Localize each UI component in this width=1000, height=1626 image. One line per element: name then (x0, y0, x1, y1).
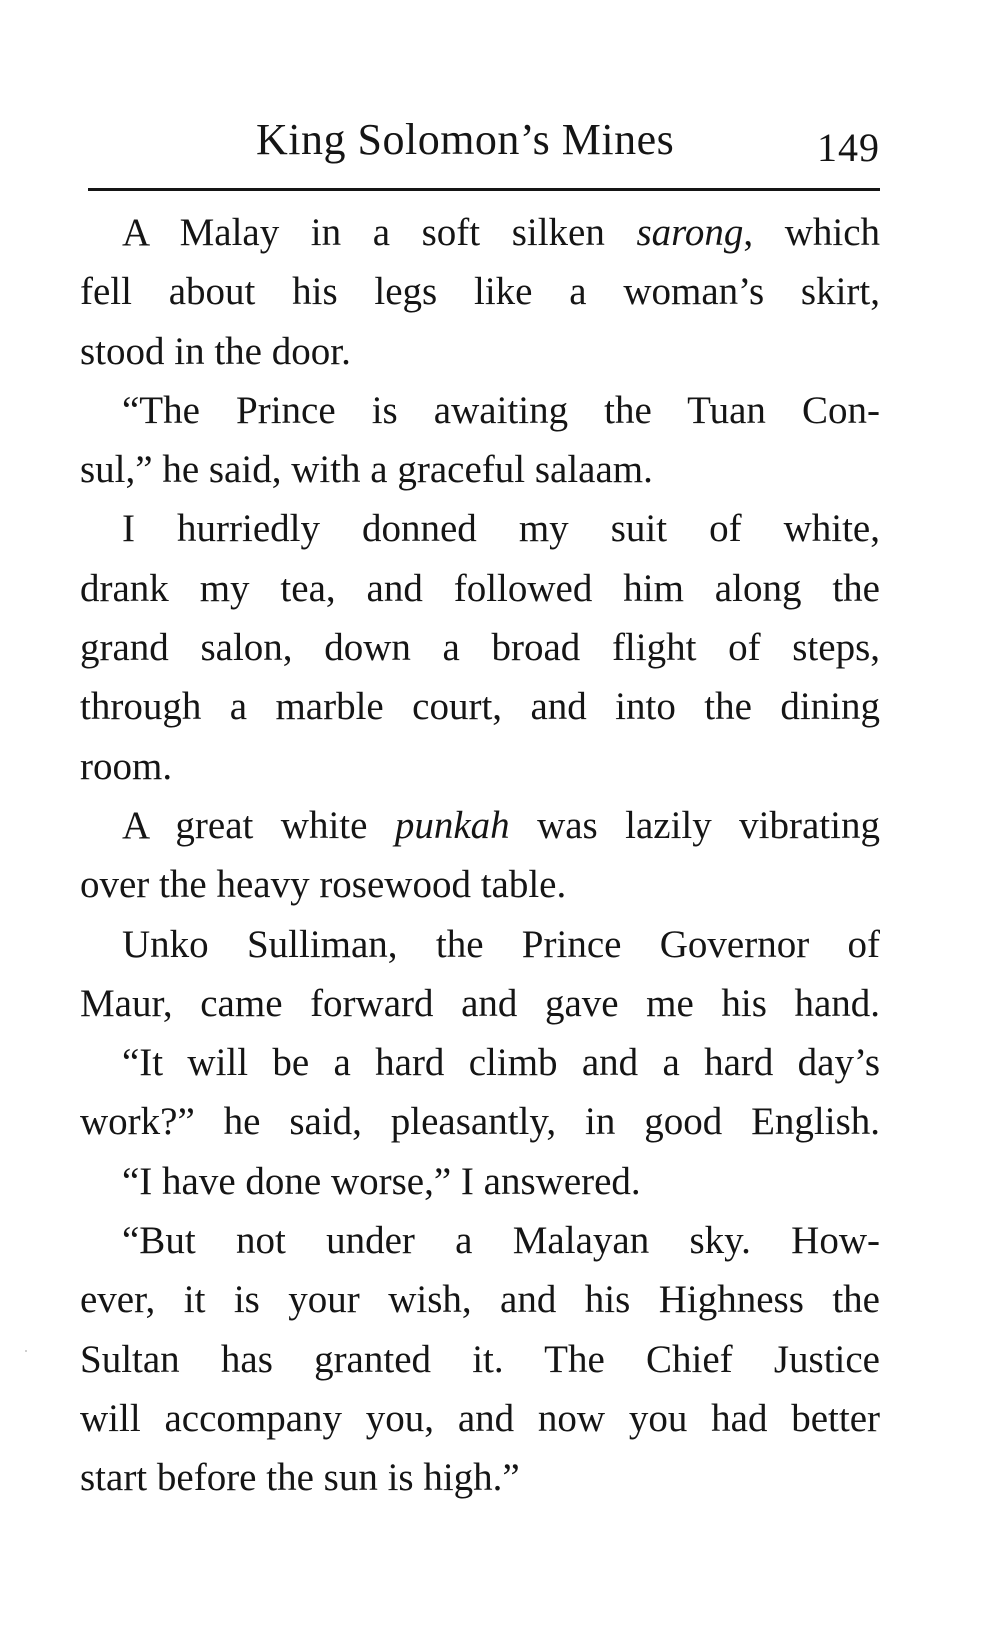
text-line: ever, it is your wish, and his Highness the (80, 1278, 880, 1322)
text-line: A Malay in a soft silken sarong, which (122, 211, 880, 254)
page-number: 149 (817, 125, 880, 170)
text-line: Sultan has granted it. The Chief Justice (80, 1337, 880, 1381)
text-line: “But not under a Malayan sky. How- (122, 1219, 880, 1263)
margin-speck (25, 1350, 27, 1352)
text-line: over the heavy rosewood table. (80, 863, 567, 907)
text-line: grand salon, down a broad flight of steps, (80, 626, 880, 670)
text-line: Maur, came forward and gave me his hand. (80, 981, 880, 1025)
text-line: I hurriedly donned my suit of white, (122, 507, 880, 551)
text-line: Unko Sulliman, the Prince Governor of (122, 922, 880, 966)
text-line: room. (80, 744, 173, 788)
text-line: drank my tea, and followed him along the (80, 566, 880, 610)
text-line: fell about his legs like a woman’s skirt, (80, 270, 880, 314)
text-line: stood in the door. (80, 329, 351, 373)
text-line: sul,” he said, with a graceful salaam. (80, 448, 653, 492)
body-text (80, 203, 880, 1508)
text-line: through a marble court, and into the dining (80, 685, 880, 729)
italic-word: punkah (394, 803, 510, 847)
text-line: “It will be a hard climb and a hard day’s (122, 1041, 880, 1085)
text-line: A great white punkah was lazily vibrating (122, 803, 880, 847)
italic-word: sarong (636, 211, 744, 254)
text-line: work?” he said, pleasantly, in good English. (80, 1100, 880, 1144)
text-line: “The Prince is awaiting the Tuan Con- (122, 388, 880, 432)
running-title: King Solomon’s Mines (256, 115, 675, 164)
header-rule (88, 188, 880, 191)
text-line: will accompany you, and now you had better (80, 1396, 880, 1440)
text-line: start before the sun is high.” (80, 1456, 520, 1500)
text-line: “I have done worse,” I answered. (122, 1159, 641, 1203)
running-head (80, 110, 880, 170)
